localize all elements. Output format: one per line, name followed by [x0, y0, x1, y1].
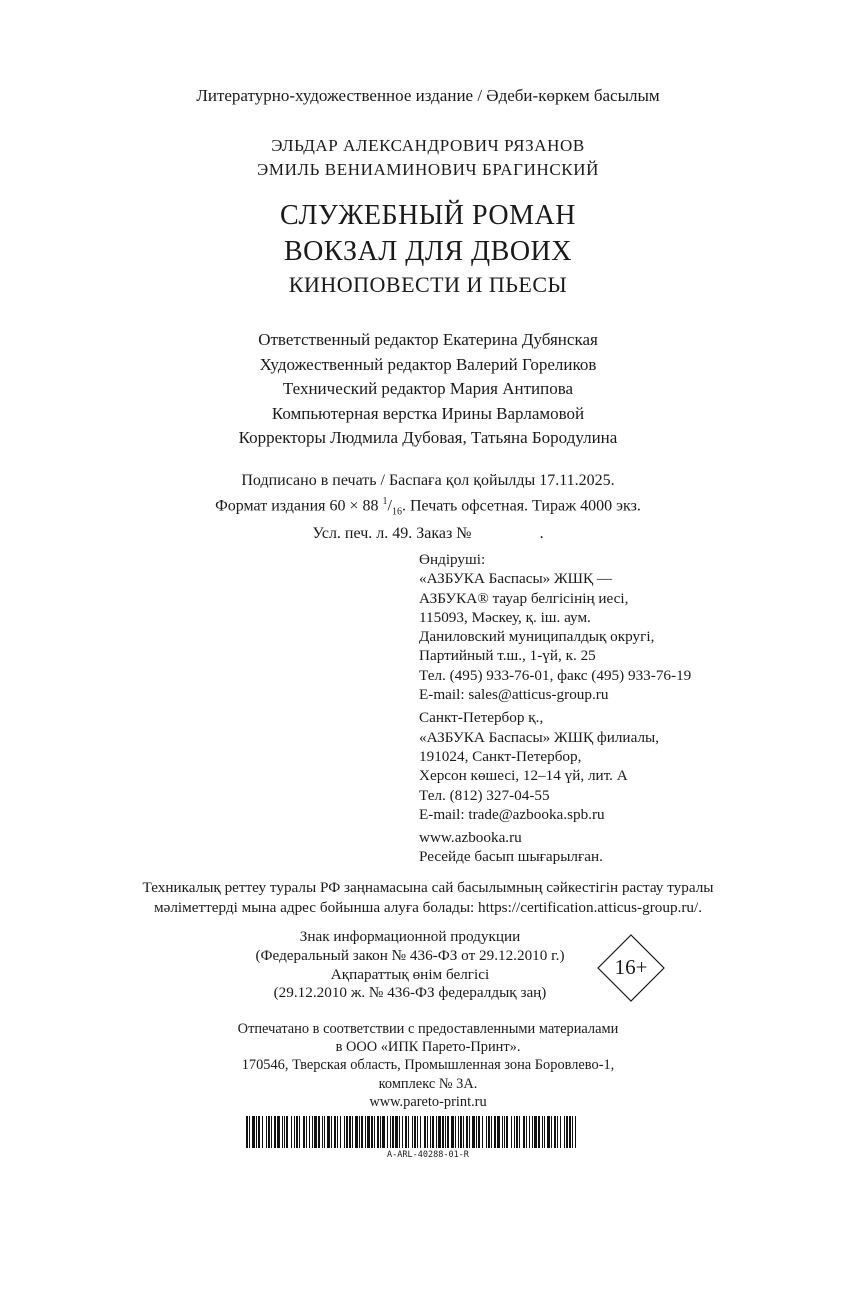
title-line: СЛУЖЕБНЫЙ РОМАН — [280, 200, 576, 231]
barcode-bar — [359, 1116, 360, 1148]
barcode-bar — [395, 1116, 398, 1148]
credits — [0, 328, 856, 451]
barcode-bar — [569, 1116, 571, 1148]
mkz-line: 115093, Мәскеу, қ. іш. аум. — [419, 608, 591, 626]
barcode-bar — [374, 1116, 375, 1148]
barcode-bar — [344, 1116, 345, 1148]
barcode-bar — [566, 1116, 568, 1148]
tech-line: Техникалық реттеу туралы РФ заңнамасына сай басылымның сәйкестігін растау туралы — [142, 879, 714, 896]
barcode-bar — [306, 1116, 307, 1148]
mkz-line: «АЗБУКА Баспасы» ЖШҚ филиалы, — [419, 728, 660, 746]
barcode-bar — [463, 1116, 464, 1148]
barcode-bar — [497, 1116, 500, 1148]
barcode-bar — [447, 1116, 449, 1148]
barcode-bar — [442, 1116, 444, 1148]
barcode-bar — [266, 1116, 267, 1148]
barcode-bar — [337, 1116, 338, 1148]
barcode-bar — [547, 1116, 550, 1148]
barcode-bar — [412, 1116, 413, 1148]
barcode-image — [246, 1116, 576, 1148]
mkz-line: Тел. (812) 327-04-55 — [419, 786, 550, 804]
barcode-bar — [371, 1116, 373, 1148]
barcode-bar — [324, 1116, 325, 1148]
barcode-bar — [544, 1116, 545, 1148]
barcode-bar — [277, 1116, 280, 1148]
barcode-bar — [361, 1116, 363, 1148]
mkz-line: Санкт-Петербор қ., — [419, 709, 544, 727]
barcode-bar — [488, 1116, 490, 1148]
barcode-bar — [252, 1116, 255, 1148]
barcode-bar — [365, 1116, 366, 1148]
mkz-website: www.azbooka.ru — [419, 829, 522, 847]
barcode-bar — [532, 1116, 533, 1148]
barcode-bar — [303, 1116, 305, 1148]
sheets-order: Усл. печ. л. 49. Заказ № . — [312, 524, 544, 542]
barcode-bar — [249, 1116, 250, 1148]
barcode-bar — [572, 1116, 573, 1148]
barcode-bar — [523, 1116, 525, 1148]
barcode-bar — [451, 1116, 454, 1148]
format-numerator: 1 — [382, 496, 388, 507]
manufacturer-kz-footer — [419, 828, 691, 867]
barcode-bar — [282, 1116, 283, 1148]
barcode-bar — [352, 1116, 353, 1148]
barcode-bar — [466, 1116, 468, 1148]
credit-line: Корректоры Людмила Дубовая, Татьяна Бородулина — [238, 428, 618, 447]
barcode-bar — [514, 1116, 515, 1148]
barcode-bar — [427, 1116, 428, 1148]
barcode-bar — [246, 1116, 248, 1148]
manufacturer-kz-main — [419, 550, 691, 704]
barcode-bar — [472, 1116, 475, 1148]
format-suffix: . Печать офсетная. Тираж 4000 экз. — [401, 497, 641, 515]
book-title — [0, 198, 856, 270]
barcode-bar — [436, 1116, 437, 1148]
credit-line: Компьютерная верстка Ирины Варламовой — [271, 403, 585, 423]
barcode-bar — [529, 1116, 530, 1148]
barcode-bar — [392, 1116, 394, 1148]
age-rating-badge — [597, 934, 665, 1002]
barcode-bar — [258, 1116, 260, 1148]
barcode-bar — [486, 1116, 487, 1148]
barcode-bar — [455, 1116, 456, 1148]
barcode-bar — [355, 1116, 358, 1148]
barcode-bar — [420, 1116, 421, 1148]
barcode-bar — [432, 1116, 434, 1148]
mkz-line: АЗБУКА® тауар белгісінің иесі, — [419, 589, 629, 607]
barcode-bar — [390, 1116, 391, 1148]
barcode-bar — [458, 1116, 459, 1148]
credit-line: Технический редактор Мария Антипова — [282, 379, 574, 398]
sign-line: (Федеральный закон № 436-ФЗ от 29.12.2010 г.) — [255, 946, 565, 964]
barcode-bar — [560, 1116, 561, 1148]
barcode-bar — [268, 1116, 270, 1148]
printer-website: www.pareto-print.ru — [369, 1093, 487, 1110]
barcode-bar — [294, 1116, 295, 1148]
age-rating-label: 16+ — [614, 955, 648, 979]
barcode-bar — [478, 1116, 480, 1148]
printer-info — [0, 1020, 856, 1111]
book-subtitle: КИНОПОВЕСТИ И ПЬЕСЫ — [288, 272, 568, 297]
barcode-bar — [494, 1116, 496, 1148]
printer-line: в ООО «ИПК Парето-Принт». — [335, 1039, 521, 1056]
barcode-bar — [526, 1116, 527, 1148]
barcode-bar — [519, 1116, 520, 1148]
barcode-bar — [377, 1116, 379, 1148]
barcode-bar — [318, 1116, 320, 1148]
barcode-bar — [564, 1116, 565, 1148]
barcode-bar — [387, 1116, 388, 1148]
barcode-bar — [314, 1116, 317, 1148]
barcode-bar — [445, 1116, 446, 1148]
barcode-bar — [322, 1116, 323, 1148]
barcode-bar — [346, 1116, 348, 1148]
genre-line: Литературно-художественное издание / Әдеби-көркем басылым — [196, 86, 660, 105]
barcode-bar — [402, 1116, 403, 1148]
barcode-bar — [516, 1116, 518, 1148]
barcode-bar — [575, 1116, 576, 1148]
mkz-email: E-mail: trade@azbooka.spb.ru — [419, 805, 605, 823]
barcode-bar — [296, 1116, 298, 1148]
barcode-bar — [349, 1116, 351, 1148]
barcode-bar — [408, 1116, 409, 1148]
barcode-bar — [284, 1116, 285, 1148]
barcode-bar — [299, 1116, 300, 1148]
barcode-bar — [554, 1116, 556, 1148]
barcode-bar — [382, 1116, 385, 1148]
sign-line: Ақпараттық өнім белгісі — [330, 965, 490, 983]
barcode-bar — [542, 1116, 543, 1148]
authors — [0, 134, 856, 182]
barcode-bar — [274, 1116, 276, 1148]
barcode-bar — [424, 1116, 426, 1148]
barcode-bar — [476, 1116, 477, 1148]
barcode-bar — [538, 1116, 540, 1148]
printer-line: Отпечатано в соответствии с предоставленными материалами — [237, 1021, 619, 1037]
format-denominator: 16 — [391, 506, 402, 518]
barcode-bar — [262, 1116, 263, 1148]
mkz-line: Тел. (495) 933-76-01, факс (495) 933-76-19 — [419, 666, 692, 684]
format-line: Формат издания 60 × 88 $^1/_{16}$. Печать офсетная. Тираж 4000 экз. — [215, 496, 641, 518]
printer-line: комплекс № 3А. — [378, 1075, 478, 1092]
barcode-bar — [399, 1116, 400, 1148]
barcode-bar — [482, 1116, 483, 1148]
format-prefix: Формат издания 60 × 88 — [215, 497, 383, 515]
barcode-bar — [405, 1116, 407, 1148]
barcode-bar — [334, 1116, 336, 1148]
mkz-line: Партийный т.ш., 1-үй, к. 25 — [419, 647, 596, 665]
barcode-bar — [534, 1116, 537, 1148]
author-name: ЭЛЬДАР АЛЕКСАНДРОВИЧ РЯЗАНОВ — [271, 136, 585, 155]
barcode-bar — [469, 1116, 470, 1148]
barcode-bar — [511, 1116, 512, 1148]
print-info — [0, 470, 856, 544]
barcode-bar — [414, 1116, 416, 1148]
barcode-bar — [367, 1116, 370, 1148]
barcode-bar — [286, 1116, 288, 1148]
printer-line: 170546, Тверская область, Промышленная зона Боровлево-1, — [241, 1057, 615, 1074]
barcode-bar — [309, 1116, 310, 1148]
sign-line: (29.12.2010 ж. № 436-ФЗ федералдық заң) — [273, 984, 547, 1002]
mkz-line: Херсон көшесі, 12–14 үй, лит. А — [419, 767, 628, 785]
barcode-bar — [460, 1116, 462, 1148]
tech-regulation-note — [0, 878, 856, 917]
barcode-bar — [312, 1116, 313, 1148]
barcode-bar — [430, 1116, 431, 1148]
barcode-bar — [327, 1116, 330, 1148]
barcode-bar — [291, 1116, 292, 1148]
barcode-bar — [331, 1116, 332, 1148]
barcode-bar — [340, 1116, 341, 1148]
signed-date: Подписано в печать / Баспаға қол қойылды 17.11.2025. — [241, 472, 615, 489]
barcode-bar — [271, 1116, 272, 1148]
manufacturer-kz-branch — [419, 708, 691, 824]
title-line: ВОКЗАЛ ДЛЯ ДВОИХ — [283, 236, 572, 267]
barcode-bar — [502, 1116, 503, 1148]
barcode-bar — [417, 1116, 418, 1148]
sign-line: Знак информационной продукции — [299, 928, 521, 945]
mkz-line: Даниловский муниципалдық округі, — [419, 628, 655, 646]
credit-line: Ответственный редактор Екатерина Дубянская — [258, 330, 598, 349]
barcode-bar — [506, 1116, 508, 1148]
mkz-email: E-mail: sales@atticus-group.ru — [419, 686, 609, 704]
author-name: ЭМИЛЬ ВЕНИАМИНОВИЧ БРАГИНСКИЙ — [257, 160, 599, 179]
mkz-line: 191024, Санкт-Петербор, — [419, 747, 582, 765]
barcode-bar — [551, 1116, 552, 1148]
manufacturer-kz — [419, 550, 691, 867]
credit-line: Художественный редактор Валерий Гореликов — [259, 354, 597, 374]
info-sign-text — [230, 928, 590, 1003]
barcode-bar — [380, 1116, 381, 1148]
mkz-line: «АЗБУКА Баспасы» ЖШҚ — — [419, 570, 613, 588]
barcode-bar — [491, 1116, 492, 1148]
barcode-bar — [557, 1116, 558, 1148]
barcode-bar — [256, 1116, 257, 1148]
barcode-code: A-ARL-40288-01-R — [387, 1150, 469, 1160]
barcode-bar — [504, 1116, 505, 1148]
mkz-line: Ресейде басып шығарылған. — [419, 848, 603, 866]
barcode-bar — [438, 1116, 441, 1148]
mkz-line: Өндіруші: — [419, 551, 486, 568]
tech-line: мәліметтерді мына адрес бойынша алуға болады: https://certification.atticus-group.ru/. — [153, 898, 703, 916]
